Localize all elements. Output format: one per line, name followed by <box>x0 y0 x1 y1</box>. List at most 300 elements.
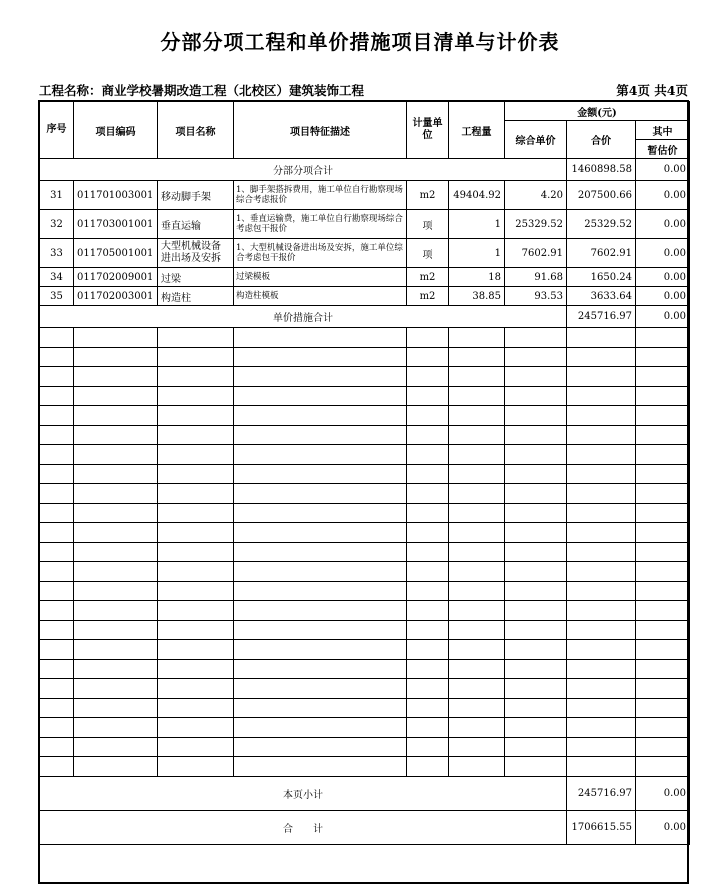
empty-cell <box>449 523 505 543</box>
empty-cell <box>40 757 74 777</box>
empty-cell <box>567 718 636 738</box>
empty-cell <box>40 484 74 504</box>
empty-cell <box>449 328 505 348</box>
empty-cell <box>407 698 449 718</box>
empty-cell <box>567 386 636 406</box>
header-amount: 金额(元) <box>505 102 690 121</box>
header-provisional: 暂估价 <box>636 140 690 159</box>
page-title: 分部分项工程和单价措施项目清单与计价表 <box>160 30 560 54</box>
empty-cell <box>505 562 567 582</box>
bill-table <box>39 101 690 845</box>
empty-cell <box>40 562 74 582</box>
empty-cell <box>449 347 505 367</box>
empty-cell <box>567 659 636 679</box>
empty-cell <box>234 659 407 679</box>
header-qty: 工程量 <box>449 102 505 159</box>
empty-cell <box>234 328 407 348</box>
empty-cell <box>74 679 158 699</box>
row-qty: 49404.92 <box>449 181 505 210</box>
row-provisional: 0.00 <box>636 181 690 210</box>
row-name: 垂直运输 <box>158 210 234 239</box>
row-code: 011705001001 <box>74 239 158 268</box>
empty-cell <box>636 406 690 426</box>
row-qty: 1 <box>449 239 505 268</box>
empty-cell <box>158 347 234 367</box>
empty-cell <box>234 718 407 738</box>
empty-cell <box>407 601 449 621</box>
empty-cell <box>40 679 74 699</box>
project-name: 工程名称：商业学校暑期改造工程（北校区）建筑装饰工程 <box>39 83 365 98</box>
empty-row <box>40 367 690 387</box>
empty-cell <box>449 737 505 757</box>
measures-subtotal-provisional: 0.00 <box>636 306 690 328</box>
empty-cell <box>505 757 567 777</box>
empty-cell <box>567 698 636 718</box>
empty-cell <box>636 445 690 465</box>
empty-cell <box>636 386 690 406</box>
empty-cell <box>636 425 690 445</box>
header-unit-price: 综合单价 <box>505 121 567 159</box>
empty-cell <box>40 698 74 718</box>
empty-row <box>40 464 690 484</box>
row-code: 011702003001 <box>74 287 158 306</box>
empty-cell <box>505 718 567 738</box>
empty-cell <box>505 445 567 465</box>
empty-row <box>40 503 690 523</box>
empty-cell <box>234 523 407 543</box>
empty-cell <box>158 737 234 757</box>
empty-cell <box>636 679 690 699</box>
row-desc: 1、大型机械设备进出场及安拆，施工单位综合考虑包干报价 <box>234 239 407 268</box>
empty-cell <box>567 484 636 504</box>
empty-cell <box>567 562 636 582</box>
grand-total-label: 合 计 <box>40 810 567 844</box>
row-price: 91.68 <box>505 268 567 287</box>
empty-cell <box>636 718 690 738</box>
empty-cell <box>636 328 690 348</box>
row-total: 25329.52 <box>567 210 636 239</box>
empty-cell <box>505 698 567 718</box>
empty-cell <box>636 367 690 387</box>
empty-cell <box>40 347 74 367</box>
row-price: 25329.52 <box>505 210 567 239</box>
empty-cell <box>234 640 407 660</box>
empty-cell <box>449 679 505 699</box>
empty-cell <box>158 503 234 523</box>
empty-cell <box>74 718 158 738</box>
parts-subtotal-total: 1460898.58 <box>567 159 636 181</box>
empty-cell <box>74 347 158 367</box>
empty-cell <box>158 328 234 348</box>
empty-cell <box>158 659 234 679</box>
empty-cell <box>505 640 567 660</box>
empty-cell <box>449 698 505 718</box>
measures-subtotal-label: 单价措施合计 <box>40 306 567 328</box>
empty-cell <box>74 445 158 465</box>
empty-cell <box>407 523 449 543</box>
empty-cell <box>40 659 74 679</box>
empty-cell <box>636 601 690 621</box>
empty-cell <box>505 601 567 621</box>
empty-cell <box>158 523 234 543</box>
table-row <box>40 210 690 239</box>
empty-cell <box>74 386 158 406</box>
empty-cell <box>636 737 690 757</box>
empty-cell <box>407 737 449 757</box>
empty-cell <box>449 386 505 406</box>
empty-cell <box>158 640 234 660</box>
empty-row <box>40 679 690 699</box>
empty-cell <box>74 562 158 582</box>
page-number: 第4页 共4页 <box>616 83 688 98</box>
empty-cell <box>449 542 505 562</box>
row-unit: m2 <box>407 181 449 210</box>
page-subtotal-label: 本页小计 <box>40 776 567 810</box>
empty-cell <box>74 640 158 660</box>
empty-cell <box>567 425 636 445</box>
empty-cell <box>636 542 690 562</box>
empty-cell <box>407 620 449 640</box>
row-price: 93.53 <box>505 287 567 306</box>
empty-cell <box>449 640 505 660</box>
empty-cell <box>407 406 449 426</box>
row-code: 011701003001 <box>74 181 158 210</box>
empty-cell <box>407 445 449 465</box>
row-seq: 33 <box>40 239 74 268</box>
row-qty: 18 <box>449 268 505 287</box>
row-unit: 项 <box>407 210 449 239</box>
empty-cell <box>505 406 567 426</box>
empty-row <box>40 601 690 621</box>
empty-cell <box>74 601 158 621</box>
row-name: 过梁 <box>158 268 234 287</box>
measures-subtotal-total: 245716.97 <box>567 306 636 328</box>
empty-cell <box>407 718 449 738</box>
empty-cell <box>567 640 636 660</box>
empty-cell <box>40 523 74 543</box>
empty-row <box>40 406 690 426</box>
header-code: 项目编码 <box>74 102 158 159</box>
row-seq: 35 <box>40 287 74 306</box>
row-name: 大型机械设备进出场及安拆 <box>158 239 234 268</box>
empty-row <box>40 542 690 562</box>
empty-cell <box>567 757 636 777</box>
empty-cell <box>505 347 567 367</box>
grand-total-row <box>40 810 690 844</box>
empty-cell <box>158 386 234 406</box>
empty-cell <box>234 737 407 757</box>
empty-cell <box>449 484 505 504</box>
empty-cell <box>636 503 690 523</box>
parts-subtotal-provisional: 0.00 <box>636 159 690 181</box>
row-name: 构造柱 <box>158 287 234 306</box>
empty-row <box>40 737 690 757</box>
empty-cell <box>74 503 158 523</box>
empty-cell <box>234 542 407 562</box>
empty-row <box>40 659 690 679</box>
empty-cell <box>407 328 449 348</box>
empty-cell <box>407 640 449 660</box>
table-row <box>40 239 690 268</box>
empty-cell <box>234 562 407 582</box>
empty-cell <box>567 737 636 757</box>
row-unit: 项 <box>407 239 449 268</box>
empty-cell <box>407 367 449 387</box>
empty-cell <box>636 347 690 367</box>
empty-cell <box>567 367 636 387</box>
empty-cell <box>74 523 158 543</box>
empty-cell <box>449 367 505 387</box>
row-price: 7602.91 <box>505 239 567 268</box>
empty-cell <box>407 757 449 777</box>
empty-cell <box>636 484 690 504</box>
empty-cell <box>449 425 505 445</box>
row-unit: m2 <box>407 287 449 306</box>
empty-cell <box>74 659 158 679</box>
empty-cell <box>567 620 636 640</box>
row-code: 011702009001 <box>74 268 158 287</box>
empty-cell <box>449 659 505 679</box>
empty-row <box>40 562 690 582</box>
row-desc: 1、垂直运输费，施工单位自行勘察现场综合考虑包干报价 <box>234 210 407 239</box>
empty-cell <box>636 640 690 660</box>
empty-cell <box>158 406 234 426</box>
empty-cell <box>449 620 505 640</box>
row-qty: 38.85 <box>449 287 505 306</box>
empty-cell <box>636 523 690 543</box>
empty-cell <box>158 601 234 621</box>
empty-cell <box>40 601 74 621</box>
header-unit: 计量单位 <box>407 102 449 159</box>
blank-rows <box>40 328 690 777</box>
empty-cell <box>505 367 567 387</box>
empty-cell <box>234 679 407 699</box>
empty-cell <box>74 581 158 601</box>
empty-cell <box>234 406 407 426</box>
empty-cell <box>234 620 407 640</box>
empty-cell <box>505 737 567 757</box>
row-qty: 1 <box>449 210 505 239</box>
empty-cell <box>636 698 690 718</box>
empty-cell <box>40 542 74 562</box>
empty-cell <box>40 737 74 757</box>
header-seq: 序号 <box>40 102 74 159</box>
empty-cell <box>636 581 690 601</box>
empty-cell <box>505 542 567 562</box>
empty-cell <box>449 464 505 484</box>
empty-cell <box>567 347 636 367</box>
empty-cell <box>636 620 690 640</box>
empty-cell <box>567 445 636 465</box>
measures-subtotal-row <box>40 306 690 328</box>
empty-cell <box>234 581 407 601</box>
empty-cell <box>74 367 158 387</box>
row-provisional: 0.00 <box>636 287 690 306</box>
empty-cell <box>567 464 636 484</box>
page-subtotal-provisional: 0.00 <box>636 776 690 810</box>
parts-subtotal-row <box>40 159 690 181</box>
empty-cell <box>158 698 234 718</box>
empty-cell <box>567 523 636 543</box>
empty-row <box>40 757 690 777</box>
row-provisional: 0.00 <box>636 268 690 287</box>
empty-cell <box>567 581 636 601</box>
empty-cell <box>40 328 74 348</box>
empty-cell <box>234 445 407 465</box>
empty-cell <box>234 601 407 621</box>
empty-cell <box>567 601 636 621</box>
row-desc: 构造柱模板 <box>234 287 407 306</box>
empty-cell <box>74 425 158 445</box>
empty-cell <box>449 406 505 426</box>
row-total: 3633.64 <box>567 287 636 306</box>
empty-cell <box>40 425 74 445</box>
empty-cell <box>505 328 567 348</box>
empty-cell <box>407 347 449 367</box>
row-provisional: 0.00 <box>636 239 690 268</box>
empty-cell <box>567 542 636 562</box>
empty-cell <box>407 581 449 601</box>
empty-row <box>40 386 690 406</box>
table-row <box>40 287 690 306</box>
empty-cell <box>234 367 407 387</box>
grand-total-provisional: 0.00 <box>636 810 690 844</box>
empty-cell <box>449 718 505 738</box>
row-total: 7602.91 <box>567 239 636 268</box>
empty-cell <box>449 581 505 601</box>
empty-cell <box>505 581 567 601</box>
empty-cell <box>234 464 407 484</box>
empty-cell <box>449 503 505 523</box>
empty-cell <box>407 484 449 504</box>
empty-row <box>40 425 690 445</box>
empty-cell <box>505 659 567 679</box>
empty-cell <box>40 464 74 484</box>
empty-row <box>40 523 690 543</box>
empty-cell <box>449 757 505 777</box>
row-desc: 1、脚手架搭拆费用，施工单位自行勘察现场综合考虑报价 <box>234 181 407 210</box>
empty-row <box>40 484 690 504</box>
row-seq: 32 <box>40 210 74 239</box>
empty-cell <box>158 445 234 465</box>
empty-cell <box>505 503 567 523</box>
empty-cell <box>636 757 690 777</box>
empty-cell <box>636 659 690 679</box>
empty-cell <box>40 386 74 406</box>
empty-cell <box>74 328 158 348</box>
empty-row <box>40 640 690 660</box>
page-subtotal-row <box>40 776 690 810</box>
empty-cell <box>567 406 636 426</box>
header-desc: 项目特征描述 <box>234 102 407 159</box>
empty-cell <box>505 386 567 406</box>
row-total: 1650.24 <box>567 268 636 287</box>
empty-cell <box>234 757 407 777</box>
empty-row <box>40 445 690 465</box>
empty-cell <box>40 640 74 660</box>
row-unit: m2 <box>407 268 449 287</box>
empty-cell <box>407 386 449 406</box>
empty-cell <box>505 484 567 504</box>
empty-cell <box>158 718 234 738</box>
grand-total-total: 1706615.55 <box>567 810 636 844</box>
empty-row <box>40 581 690 601</box>
empty-cell <box>449 601 505 621</box>
empty-cell <box>505 425 567 445</box>
table-row <box>40 181 690 210</box>
empty-cell <box>234 698 407 718</box>
empty-cell <box>74 737 158 757</box>
empty-cell <box>505 523 567 543</box>
empty-cell <box>407 659 449 679</box>
empty-cell <box>234 425 407 445</box>
empty-cell <box>636 464 690 484</box>
row-price: 4.20 <box>505 181 567 210</box>
empty-cell <box>234 386 407 406</box>
empty-cell <box>74 698 158 718</box>
empty-cell <box>407 679 449 699</box>
row-code: 011703001001 <box>74 210 158 239</box>
row-total: 207500.66 <box>567 181 636 210</box>
empty-cell <box>158 620 234 640</box>
empty-cell <box>158 425 234 445</box>
empty-cell <box>449 562 505 582</box>
empty-cell <box>407 464 449 484</box>
empty-cell <box>158 542 234 562</box>
empty-row <box>40 620 690 640</box>
row-desc: 过梁模板 <box>234 268 407 287</box>
empty-cell <box>158 562 234 582</box>
empty-cell <box>40 503 74 523</box>
parts-subtotal-label: 分部分项合计 <box>40 159 567 181</box>
empty-cell <box>158 464 234 484</box>
empty-cell <box>40 445 74 465</box>
empty-cell <box>636 562 690 582</box>
empty-cell <box>40 367 74 387</box>
header-name: 项目名称 <box>158 102 234 159</box>
empty-cell <box>407 503 449 523</box>
empty-cell <box>505 679 567 699</box>
empty-cell <box>505 620 567 640</box>
empty-cell <box>234 503 407 523</box>
empty-cell <box>505 464 567 484</box>
empty-cell <box>407 562 449 582</box>
page-subtotal-total: 245716.97 <box>567 776 636 810</box>
row-name: 移动脚手架 <box>158 181 234 210</box>
empty-cell <box>40 718 74 738</box>
empty-cell <box>567 503 636 523</box>
empty-cell <box>74 484 158 504</box>
empty-cell <box>158 581 234 601</box>
empty-cell <box>40 406 74 426</box>
empty-cell <box>407 542 449 562</box>
row-provisional: 0.00 <box>636 210 690 239</box>
empty-cell <box>158 757 234 777</box>
empty-cell <box>74 542 158 562</box>
empty-cell <box>234 484 407 504</box>
empty-cell <box>158 484 234 504</box>
empty-cell <box>74 406 158 426</box>
empty-row <box>40 718 690 738</box>
row-seq: 34 <box>40 268 74 287</box>
empty-cell <box>74 757 158 777</box>
empty-cell <box>407 425 449 445</box>
empty-cell <box>567 679 636 699</box>
empty-row <box>40 698 690 718</box>
header-of-which: 其中 <box>636 121 690 140</box>
empty-cell <box>234 347 407 367</box>
table-row <box>40 268 690 287</box>
